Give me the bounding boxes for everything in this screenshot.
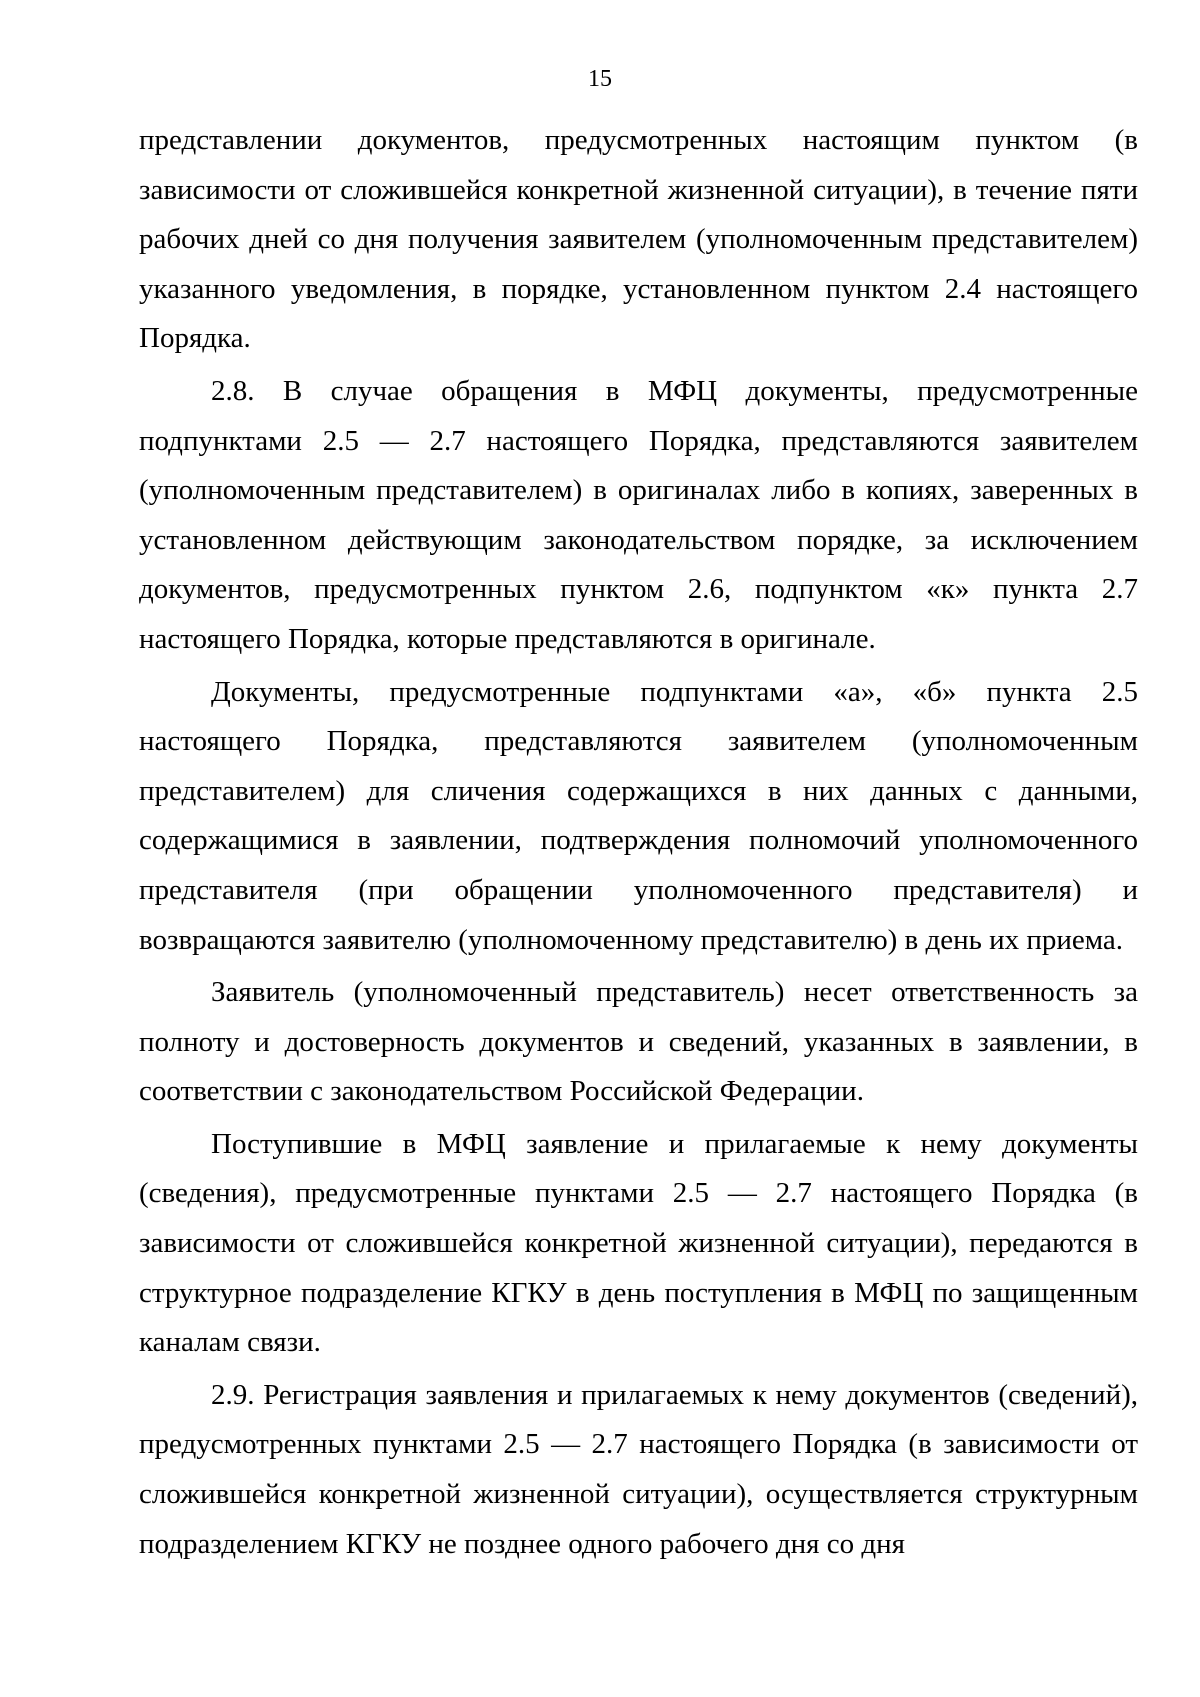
- paragraph-applicant-responsibility: Заявитель (уполномоченный представитель) несет ответственность за полноту и достоверность документов и сведений, указанных в заявлении, в соответствии с законодательством Российской Федерации.: [139, 976, 1138, 1108]
- document-body: [139, 116, 1138, 1572]
- paragraph-2-9: 2.9. Регистрация заявления и прилагаемых к нему документов (сведений), предусмотренных пунктами 2.5 — 2.7 настоящего Порядка (в зависимости от сложившейся конкретной жизненной ситуации), осуществляется структурным подразделением КГКУ не позднее одного рабочего дня со дня: [139, 1378, 1138, 1560]
- page-number: 15: [588, 66, 612, 92]
- paragraph-2-8: 2.8. В случае обращения в МФЦ документы, предусмотренные подпунктами 2.5 — 2.7 настоящего Порядка, представляются заявителем (уполномоченным представителем) в оригиналах либо в копиях, заверенных в установленном действующим законодательством порядке, за исключением документов, предусмотренных пунктом 2.6, подпунктом «к» пункта 2.7 настоящего Порядка, которые представляются в оригинале.: [139, 374, 1138, 655]
- paragraph-documents-comparison: Документы, предусмотренные подпунктами «а», «б» пункта 2.5 настоящего Порядка, представляются заявителем (уполномоченным представителем) для сличения содержащихся в них данных с данными, содержащимися в заявлении, подтверждения полномочий уполномоченного представителя (при обращении уполномоченного представителя) и возвращаются заявителю (уполномоченному представителю) в день их приема.: [139, 675, 1138, 956]
- paragraph-mfc-transfer: Поступившие в МФЦ заявление и прилагаемые к нему документы (сведения), предусмотренные пунктами 2.5 — 2.7 настоящего Порядка (в зависимости от сложившейся конкретной жизненной ситуации), передаются в структурное подразделение КГКУ в день поступления в МФЦ по защищенным каналам связи.: [139, 1127, 1138, 1359]
- paragraph-continuation: представлении документов, предусмотренных настоящим пунктом (в зависимости от сложившейся конкретной жизненной ситуации), в течение пяти рабочих дней со дня получения заявителем (уполномоченным представителем) указанного уведомления, в порядке, установленном пунктом 2.4 настоящего Порядка.: [139, 124, 1138, 355]
